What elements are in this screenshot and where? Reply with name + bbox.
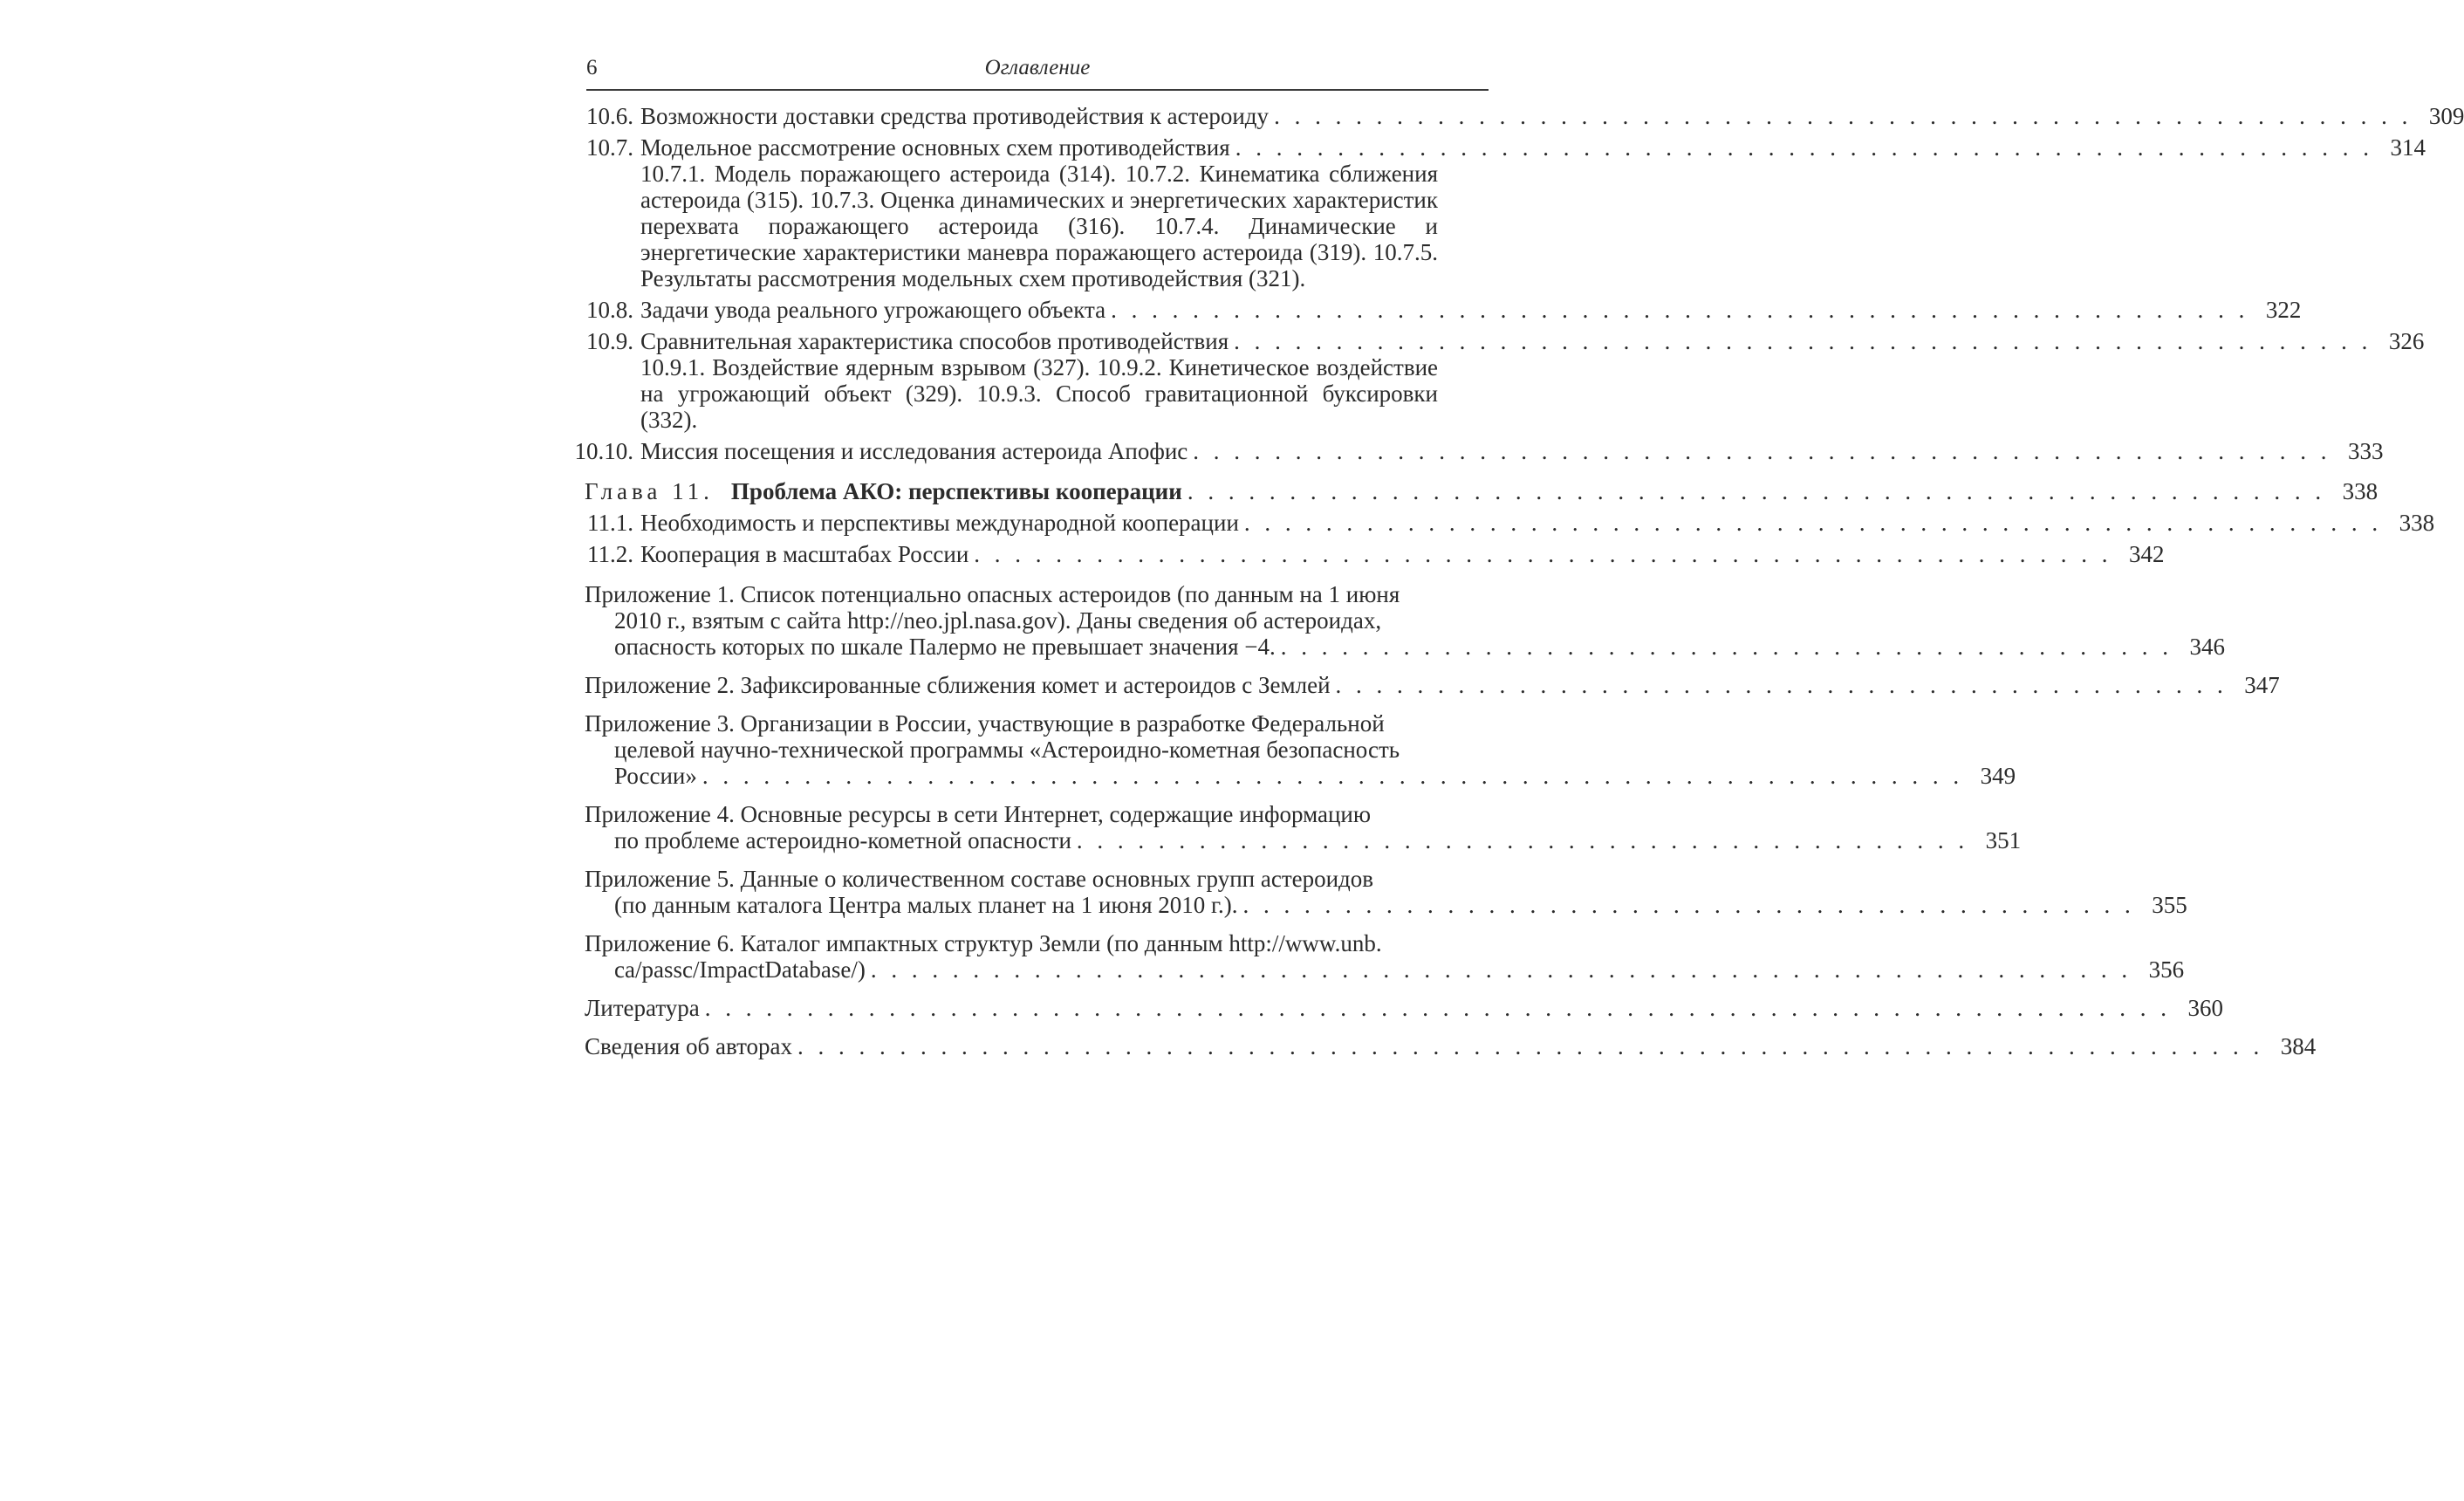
appendix-entry: [574, 710, 2016, 789]
subsection-list: 10.9.1. Воздействие ядерным взрывом (327). 10.9.2. Кинетическое воздействие на угрожающий объект (329). 10.9.3. Способ гравитационной буксировки (332).: [640, 354, 1438, 433]
entry-page: 346: [2189, 634, 2226, 660]
entry-page: 384: [2280, 1033, 2317, 1059]
appendix-line: целевой научно-технической программы «Астероидно-кометная безопасность: [614, 737, 1400, 763]
entry-page: 338: [2342, 478, 2378, 504]
dot-leader: . . . . . . . . . . . . . . . . . . . . . . . . . . . . . . . . . . . . . . . . . . . . . . . . . . . . . . . . . . . . . .: [870, 956, 2132, 983]
entry-page: 356: [2148, 956, 2185, 983]
entry-number: 10.9.: [586, 328, 633, 354]
entry-number: 11.2.: [587, 541, 633, 567]
entry-number: 10.8.: [586, 297, 633, 323]
entry-title: Модельное рассмотрение основных схем противодействия: [640, 134, 1230, 161]
entry-page: 349: [1980, 763, 2016, 789]
appendix-line: ca/passc/ImpactDatabase/): [614, 956, 866, 983]
dot-leader: . . . . . . . . . . . . . . . . . . . . . . . . . . . . . . . . . . . . . . . . . . . . . . . . . . . . . . . .: [1111, 297, 2249, 323]
toc-entry: [574, 134, 2426, 161]
dot-leader: . . . . . . . . . . . . . . . . . . . . . . . . . . . . . . . . . . . . . . . . . . . . . . . . . . . . . . . .: [1243, 510, 2383, 536]
entry-number: 10.7.: [586, 134, 633, 161]
appendix-line: (по данным каталога Центра малых планет на 1 июня 2010 г.).: [614, 892, 1238, 918]
toc-entry: [574, 995, 2224, 1021]
appendix-line: Приложение 6. Каталог импактных структур Земли (по данным http://www.unb.: [585, 930, 1382, 956]
table-of-contents: [574, 103, 2464, 1065]
dot-leader: . . . . . . . . . . . . . . . . . . . . . . . . . . . . . . . . . . . . . . . . . . . .: [1242, 892, 2135, 918]
toc-entry: [574, 103, 2464, 129]
entry-title: Необходимость и перспективы международной кооперации: [640, 510, 1239, 536]
appendix-entry: [574, 930, 2185, 983]
appendix-entry: [574, 672, 2280, 698]
dot-leader: . . . . . . . . . . . . . . . . . . . . . . . . . . . . . . . . . . . . . . . . . . . . . . . . . . . . . . . .: [1235, 134, 2373, 161]
appendix-line: Приложение 1. Список потенциально опасных астероидов (по данным на 1 июня: [585, 581, 1400, 607]
entry-title: Кооперация в масштабах России: [640, 541, 969, 567]
appendix-entry: [574, 801, 2022, 853]
entry-page: 322: [2265, 297, 2302, 323]
appendix-line: Приложение 4. Основные ресурсы в сети Интернет, содержащие информацию: [585, 801, 1372, 827]
entry-page: 347: [2244, 672, 2280, 698]
dot-leader: . . . . . . . . . . . . . . . . . . . . . . . . . . . . . . . . . . . . . . . . . . . . . . . . . . . . . . . .: [1187, 478, 2326, 504]
toc-entry: [574, 297, 2302, 323]
entry-title: Сведения об авторах: [585, 1033, 792, 1059]
appendix-entry: [574, 866, 2187, 918]
appendix-entry: [574, 581, 2226, 660]
toc-entry: [574, 1033, 2317, 1059]
dot-leader: . . . . . . . . . . . . . . . . . . . . . . . . . . . . . . . . . . . . . . . . . . . . . . . . . . . . . . . . . . . . . . . . . . . . . . . .: [797, 1033, 2264, 1059]
entry-title: Литература: [585, 995, 700, 1021]
dot-leader: . . . . . . . . . . . . . . . . . . . . . . . . . . . . . . . . . . . . . . . . . . . . . . . . . . . . . . . .: [1274, 103, 2413, 129]
dot-leader: . . . . . . . . . . . . . . . . . . . . . . . . . . . . . . . . . . . . . . . . . . . .: [1335, 672, 2228, 698]
dot-leader: . . . . . . . . . . . . . . . . . . . . . . . . . . . . . . . . . . . . . . . . . . . . . . . . . . . . . . . . . . . . . . . . . . . . . . . .: [704, 995, 2172, 1021]
appendix-line: 2010 г., взятым с сайта http://neo.jpl.nasa.gov). Даны сведения об астероидах,: [614, 607, 1382, 634]
appendix-line: России»: [614, 763, 697, 789]
entry-page: 338: [2399, 510, 2435, 536]
chapter-title: Проблема АКО: перспективы кооперации: [730, 478, 1182, 504]
toc-entry: [574, 328, 2425, 354]
chapter-label: Глава 11.: [585, 478, 714, 504]
toc-entry: [574, 510, 2435, 536]
dot-leader: . . . . . . . . . . . . . . . . . . . . . . . . . . . . . . . . . . . . . . . . . . . . . . . . . . . . . . . .: [974, 541, 2112, 567]
appendix-line: Приложение 3. Организации в России, участвующие в разработке Федеральной: [585, 710, 1385, 737]
entry-page: 342: [2129, 541, 2165, 567]
toc-entry: [574, 541, 2165, 567]
dot-leader: . . . . . . . . . . . . . . . . . . . . . . . . . . . . . . . . . . . . . . . . . . . . . . . . . . . . . . . . . . . . . .: [702, 763, 1964, 789]
dot-leader: . . . . . . . . . . . . . . . . . . . . . . . . . . . . . . . . . . . . . . . . . . . . . . . . . . . . . . . .: [1193, 438, 2331, 464]
entry-title: Миссия посещения и исследования астероида Апофис: [640, 438, 1188, 464]
dot-leader: . . . . . . . . . . . . . . . . . . . . . . . . . . . . . . . . . . . . . . . . . . . .: [1076, 827, 1969, 853]
entry-page: 333: [2348, 438, 2384, 464]
page-number: 6: [586, 56, 598, 79]
entry-title: Сравнительная характеристика способов противодействия: [640, 328, 1229, 354]
entry-number: 10.6.: [586, 103, 633, 129]
appendix-line: Приложение 5. Данные о количественном составе основных групп астероидов: [585, 866, 1374, 892]
entry-page: 326: [2388, 328, 2425, 354]
entry-page: 314: [2390, 134, 2426, 161]
entry-number: 10.10.: [574, 438, 633, 464]
entry-page: 360: [2187, 995, 2224, 1021]
appendix-line: опасность которых по шкале Палермо не превышает значения −4.: [614, 634, 1276, 660]
toc-entry: [574, 438, 2384, 464]
running-header: [586, 54, 1489, 91]
dot-leader: . . . . . . . . . . . . . . . . . . . . . . . . . . . . . . . . . . . . . . . . . . . . . . . . . . . . . . . .: [1234, 328, 2372, 354]
dot-leader: . . . . . . . . . . . . . . . . . . . . . . . . . . . . . . . . . . . . . . . . . . . .: [1280, 634, 2173, 660]
entry-page: 351: [1985, 827, 2022, 853]
appendix-line: Приложение 2. Зафиксированные сближения комет и астероидов с Землей: [585, 672, 1331, 698]
running-title: Оглавление: [984, 56, 1091, 79]
entry-number: 11.1.: [587, 510, 633, 536]
entry-title: Задачи увода реального угрожающего объекта: [640, 297, 1106, 323]
appendix-line: по проблеме астероидно-кометной опасности: [614, 827, 1071, 853]
subsection-list: 10.7.1. Модель поражающего астероида (314). 10.7.2. Кинематика сближения астероида (315). 10.7.3. Оценка динамических и энергетических характеристик перехвата поражающего астероида (316). 10.7.4. Динамические и энергетические характеристики маневра поражающего астероида (319). 10.7.5. Результаты рассмотрения модельных схем противодействия (321).: [640, 161, 1438, 291]
entry-page: 309: [2428, 103, 2464, 129]
chapter-heading: [574, 478, 2378, 504]
entry-title: Возможности доставки средства противодействия к астероиду: [640, 103, 1270, 129]
entry-page: 355: [2152, 892, 2187, 918]
